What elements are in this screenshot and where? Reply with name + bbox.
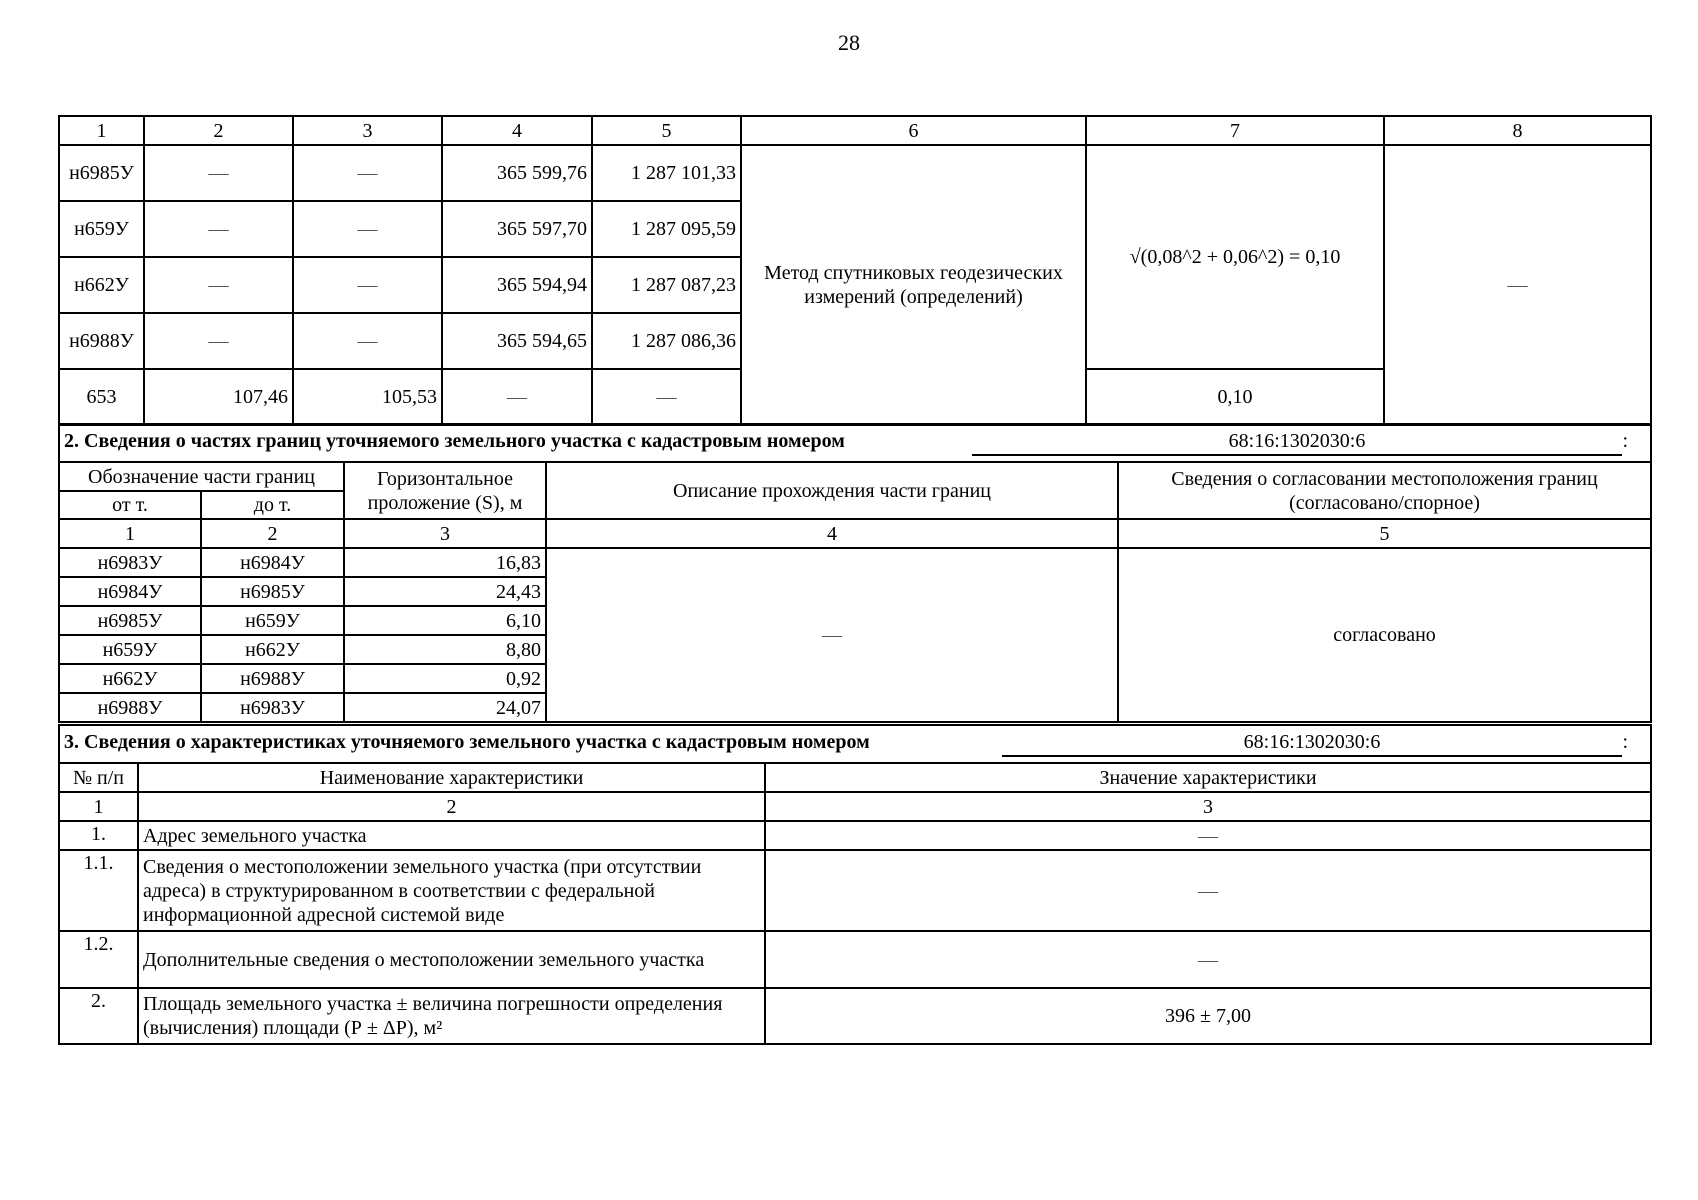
col-num: 3 bbox=[765, 792, 1651, 821]
horizontal-distance: 6,10 bbox=[344, 606, 546, 635]
section3-header-row bbox=[59, 763, 1651, 792]
col-header: 6 bbox=[741, 116, 1086, 145]
table-row bbox=[59, 145, 1651, 201]
h-from: от т. bbox=[59, 491, 201, 519]
table-header-row bbox=[59, 116, 1651, 145]
section2-cadastral: 68:16:1302030:6 bbox=[972, 429, 1622, 456]
row-num: 1.1. bbox=[59, 850, 138, 931]
cell-dash: — bbox=[293, 257, 442, 313]
h-name: Наименование характеристики bbox=[138, 763, 765, 792]
agreement-cell: согласовано bbox=[1118, 548, 1651, 722]
h-num: № п/п bbox=[59, 763, 138, 792]
horizontal-distance: 24,43 bbox=[344, 577, 546, 606]
coord-y: 1 287 095,59 bbox=[592, 201, 741, 257]
table-row bbox=[59, 988, 1651, 1044]
col-num: 2 bbox=[138, 792, 765, 821]
section3-title: 3. Сведения о характеристиках уточняемого земельного участка с кадастровым номером bbox=[64, 731, 870, 753]
from-point: н659У bbox=[59, 635, 201, 664]
horizontal-distance: 0,92 bbox=[344, 664, 546, 693]
accuracy-last: 0,10 bbox=[1086, 369, 1384, 425]
cell-dash: — bbox=[144, 257, 293, 313]
to-point: н6988У bbox=[201, 664, 344, 693]
coordinates-table bbox=[58, 115, 1652, 426]
cell-dash: — bbox=[144, 313, 293, 369]
cell-dash: — bbox=[293, 145, 442, 201]
to-point: н6985У bbox=[201, 577, 344, 606]
section3-table bbox=[58, 724, 1652, 1045]
section2-colon: : bbox=[1622, 430, 1629, 452]
horizontal-distance: 16,83 bbox=[344, 548, 546, 577]
col-header: 8 bbox=[1384, 116, 1651, 145]
description-cell: — bbox=[546, 548, 1118, 722]
coord-x: 365 597,70 bbox=[442, 201, 592, 257]
from-point: н6984У bbox=[59, 577, 201, 606]
h-horizontal: Горизонтальное проложение (S), м bbox=[344, 462, 546, 519]
section3-cadastral: 68:16:1302030:6 bbox=[1002, 730, 1622, 757]
from-point: н662У bbox=[59, 664, 201, 693]
section3-title-row bbox=[59, 725, 1651, 763]
row-name: Адрес земельного участка bbox=[138, 821, 765, 850]
to-point: н662У bbox=[201, 635, 344, 664]
col-header: 2 bbox=[144, 116, 293, 145]
horizontal-distance: 8,80 bbox=[344, 635, 546, 664]
cell-dash: — bbox=[144, 145, 293, 201]
section3-title-cell bbox=[59, 725, 1651, 763]
col-num: 2 bbox=[201, 519, 344, 548]
section2-title: 2. Сведения о частях границ уточняемого земельного участка с кадастровым номером bbox=[64, 430, 845, 452]
col-header: 4 bbox=[442, 116, 592, 145]
coord-y: 1 287 087,23 bbox=[592, 257, 741, 313]
coord-y: 1 287 101,33 bbox=[592, 145, 741, 201]
section2-title-cell bbox=[59, 424, 1651, 462]
coord-x: 365 599,76 bbox=[442, 145, 592, 201]
col-header: 1 bbox=[59, 116, 144, 145]
horizontal-distance: 24,07 bbox=[344, 693, 546, 722]
row-value: — bbox=[765, 850, 1651, 931]
point-label: н662У bbox=[59, 257, 144, 313]
h-designation: Обозначение части границ bbox=[59, 462, 344, 491]
to-point: н659У bbox=[201, 606, 344, 635]
point-label: н6985У bbox=[59, 145, 144, 201]
coord-y: 1 287 086,36 bbox=[592, 313, 741, 369]
col-num: 1 bbox=[59, 519, 201, 548]
row-num: 1. bbox=[59, 821, 138, 850]
table-row bbox=[59, 821, 1651, 850]
point-label: н6988У bbox=[59, 313, 144, 369]
row-name: Площадь земельного участка ± величина погрешности определения (вычисления) площади (Р ± ΔР), м² bbox=[138, 988, 765, 1044]
col-num: 1 bbox=[59, 792, 138, 821]
row-name: Сведения о местоположении земельного участка (при отсутствии адреса) в структурированном в соответствии с федеральной информационной адресной системой виде bbox=[138, 850, 765, 931]
cell-dash: — bbox=[144, 201, 293, 257]
from-point: н6983У bbox=[59, 548, 201, 577]
col-header: 5 bbox=[592, 116, 741, 145]
col-num: 4 bbox=[546, 519, 1118, 548]
method-cell: Метод спутниковых геодезических измерений (определений) bbox=[741, 145, 1086, 425]
cell-dash: — bbox=[293, 201, 442, 257]
table-row bbox=[59, 548, 1651, 577]
cell-value: 107,46 bbox=[144, 369, 293, 425]
section2-header-row-1 bbox=[59, 462, 1651, 491]
from-point: н6985У bbox=[59, 606, 201, 635]
col-num: 3 bbox=[344, 519, 546, 548]
coord-x: 365 594,65 bbox=[442, 313, 592, 369]
table-row bbox=[59, 931, 1651, 988]
section3-colnum-row bbox=[59, 792, 1651, 821]
section2-title-row bbox=[59, 424, 1651, 462]
cell-dash: — bbox=[592, 369, 741, 425]
col-header: 7 bbox=[1086, 116, 1384, 145]
row-value: — bbox=[765, 931, 1651, 988]
h-to: до т. bbox=[201, 491, 344, 519]
to-point: н6983У bbox=[201, 693, 344, 722]
cell-dash: — bbox=[442, 369, 592, 425]
section2-colnum-row bbox=[59, 519, 1651, 548]
point-label: 653 bbox=[59, 369, 144, 425]
row-value: — bbox=[765, 821, 1651, 850]
section3-colon: : bbox=[1622, 731, 1629, 753]
table-row bbox=[59, 850, 1651, 931]
row-value: 396 ± 7,00 bbox=[765, 988, 1651, 1044]
point-label: н659У bbox=[59, 201, 144, 257]
col-header: 3 bbox=[293, 116, 442, 145]
coord-x: 365 594,94 bbox=[442, 257, 592, 313]
h-description: Описание прохождения части границ bbox=[546, 462, 1118, 519]
section2-table bbox=[58, 423, 1652, 723]
h-agreement: Сведения о согласовании местоположения границ (согласовано/спорное) bbox=[1118, 462, 1651, 519]
h-value: Значение характеристики bbox=[765, 763, 1651, 792]
accuracy-formula: √(0,08^2 + 0,06^2) = 0,10 bbox=[1086, 145, 1384, 369]
col8-dash: — bbox=[1384, 145, 1651, 425]
to-point: н6984У bbox=[201, 548, 344, 577]
from-point: н6988У bbox=[59, 693, 201, 722]
cell-dash: — bbox=[293, 313, 442, 369]
col-num: 5 bbox=[1118, 519, 1651, 548]
row-num: 1.2. bbox=[59, 931, 138, 988]
cell-value: 105,53 bbox=[293, 369, 442, 425]
page-number: 28 bbox=[838, 30, 860, 55]
row-num: 2. bbox=[59, 988, 138, 1044]
row-name: Дополнительные сведения о местоположении земельного участка bbox=[138, 931, 765, 988]
